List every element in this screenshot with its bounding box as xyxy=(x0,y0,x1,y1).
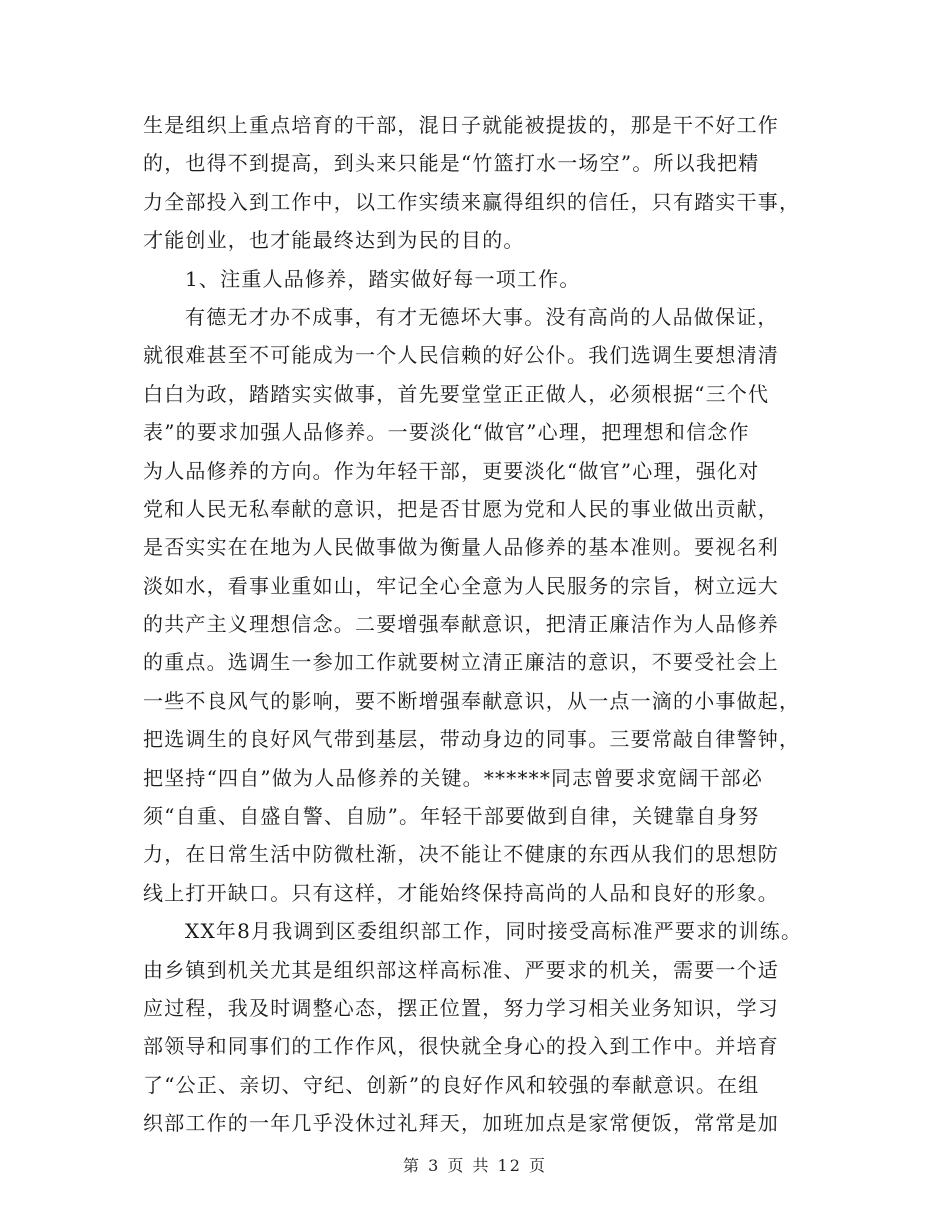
text-line: 淡如水，看事业重如山，牢记全心全意为人民服务的宗旨，树立远大 xyxy=(143,573,779,598)
text-line: 生是组织上重点培育的干部，混日子就能被提拔的，那是干不好工作 xyxy=(143,113,779,137)
text-line: 把坚持“四自”做为人品修养的关键。******同志曾要求宽阔干部必 xyxy=(143,765,764,790)
text-line: 力，在日常生活中防微杜渐，决不能让不健康的东西从我们的思想防 xyxy=(143,842,779,867)
text-line: 部领导和同事们的工作作风，很快就全身心的投入到工作中。并培育 xyxy=(143,1034,779,1059)
text-line: 白白为政，踏踏实实做事，首先要堂堂正正做人，必须根据“三个代 xyxy=(143,381,770,406)
text-line: 就很难甚至不可能成为一个人民信赖的好公仆。我们选调生要想清清 xyxy=(143,343,779,368)
text-line: 由乡镇到机关尤其是组织部这样高标准、严要求的机关，需要一个适 xyxy=(143,957,779,982)
text-line: 织部工作的一年几乎没休过礼拜天，加班加点是家常便饭，常常是加 xyxy=(143,1111,779,1136)
document-body xyxy=(143,106,813,1143)
text-line: 应过程，我及时调整心态，摆正位置，努力学习相关业务知识，学习 xyxy=(143,995,779,1020)
text-line: 党和人民无私奉献的意识，把是否甘愿为党和人民的事业做出贡献， xyxy=(143,496,779,521)
text-line: 是否实实在在地为人民做事做为衡量人品修养的基本准则。要视名利 xyxy=(143,535,779,560)
text-line: 才能创业，也才能最终达到为民的目的。 xyxy=(143,228,525,253)
text-line: 的，也得不到提高，到头来只能是“竹篮打水一场空”。所以我把精 xyxy=(143,151,760,176)
text-line: 1、注重人品修养，踏实做好每一项工作。 xyxy=(185,266,581,291)
text-line: 把选调生的良好风气带到基层，带动身边的同事。三要常敲自律警钟， xyxy=(143,727,801,752)
text-line: 有德无才办不成事，有才无德坏大事。没有高尚的人品做保证， xyxy=(185,304,779,329)
text-line: 一些不良风气的影响，要不断增强奉献意识，从一点一滴的小事做起， xyxy=(143,688,801,713)
text-line: XX年8月我调到区委组织部工作，同时接受高标准严要求的训练。 xyxy=(185,919,803,944)
text-line: 的重点。选调生一参加工作就要树立清正廉洁的意识，不要受社会上 xyxy=(143,650,779,675)
text-line: 须“自重、自盛自警、自励”。年轻干部要做到自律，关键靠自身努 xyxy=(143,804,760,829)
text-line: 的共产主义理想信念。二要增强奉献意识，把清正廉洁作为人品修养 xyxy=(143,612,779,637)
text-line: 了“公正、亲切、守纪、创新”的良好作风和较强的奉献意识。在组 xyxy=(143,1072,760,1097)
text-line: 为人品修养的方向。作为年轻干部，更要淡化“做官”心理，强化对 xyxy=(143,458,760,483)
text-line: 力全部投入到工作中，以工作实绩来赢得组织的信任，只有踏实干事， xyxy=(143,189,801,214)
text-line: 表”的要求加强人品修养。一要淡化“做官”心理，把理想和信念作 xyxy=(143,420,750,445)
text-line: 线上打开缺口。只有这样，才能始终保持高尚的人品和良好的形象。 xyxy=(143,880,779,905)
page-number-footer: 第 3 页 共 12 页 xyxy=(403,1156,547,1175)
